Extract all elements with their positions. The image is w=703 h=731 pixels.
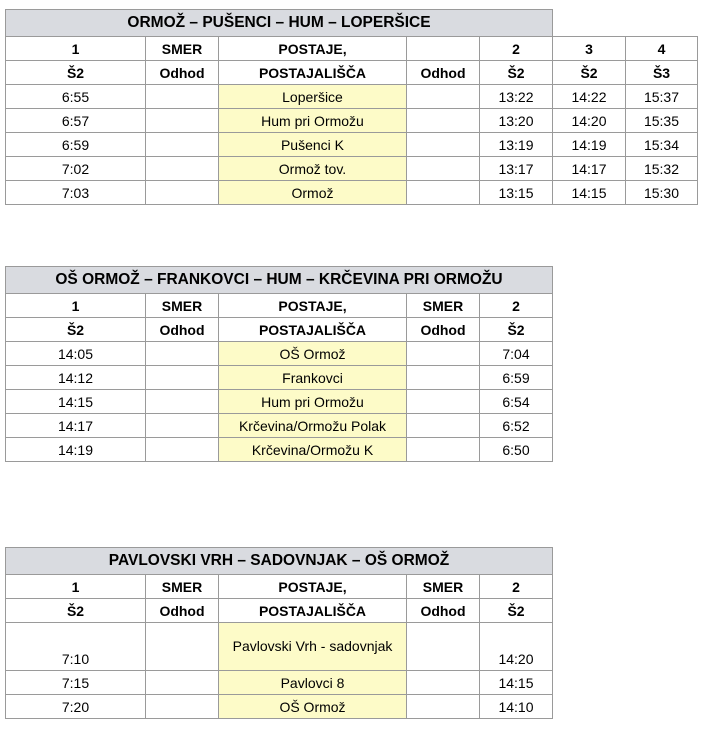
table-row	[6, 390, 553, 414]
time-cell: 13:22	[480, 85, 553, 109]
table-title: OŠ ORMOŽ – FRANKOVCI – HUM – KRČEVINA PRI ORMOŽU	[6, 267, 553, 294]
station-cell: Hum pri Ormožu	[219, 109, 407, 133]
time-cell: 14:15	[480, 671, 553, 695]
empty-cell	[146, 671, 219, 695]
time-cell: 14:17	[553, 157, 626, 181]
header-cell: Odhod	[407, 61, 480, 85]
schedule-table-os-ormoz-krcevina	[5, 266, 553, 462]
station-cell: Loperšice	[219, 85, 407, 109]
time-cell: 15:37	[626, 85, 698, 109]
header-cell: Š2	[6, 599, 146, 623]
table-row	[6, 85, 698, 109]
station-cell: Pavlovski Vrh - sadovnjak	[219, 623, 407, 671]
empty-cell	[407, 109, 480, 133]
empty-cell	[146, 133, 219, 157]
header-cell: Š2	[480, 599, 553, 623]
time-cell: 15:32	[626, 157, 698, 181]
time-cell: 6:54	[480, 390, 553, 414]
header-cell: 1	[6, 37, 146, 61]
schedule-table-pavlovski-vrh-os-ormoz	[5, 547, 553, 719]
empty-cell	[407, 366, 480, 390]
header-cell: 3	[553, 37, 626, 61]
header-cell: POSTAJALIŠČA	[219, 318, 407, 342]
station-cell: OŠ Ormož	[219, 695, 407, 719]
table-row	[6, 157, 698, 181]
header-cell: POSTAJALIŠČA	[219, 61, 407, 85]
table-title: ORMOŽ – PUŠENCI – HUM – LOPERŠICE	[6, 10, 553, 37]
table-row	[6, 109, 698, 133]
header-cell: Š2	[553, 61, 626, 85]
time-cell: 6:59	[6, 133, 146, 157]
empty-cell	[146, 366, 219, 390]
time-cell: 7:02	[6, 157, 146, 181]
header-row-1	[6, 294, 553, 318]
header-cell: POSTAJE,	[219, 37, 407, 61]
empty-cell	[146, 342, 219, 366]
table-row	[6, 414, 553, 438]
empty-cell	[146, 157, 219, 181]
header-cell: 2	[480, 575, 553, 599]
time-cell: 6:55	[6, 85, 146, 109]
empty-cell	[407, 390, 480, 414]
time-cell: 7:04	[480, 342, 553, 366]
header-cell: POSTAJE,	[219, 575, 407, 599]
empty-cell	[407, 623, 480, 671]
empty-cell	[146, 390, 219, 414]
table-row	[6, 366, 553, 390]
header-cell	[407, 37, 480, 61]
time-cell: 13:20	[480, 109, 553, 133]
time-cell: 14:19	[6, 438, 146, 462]
empty-cell	[146, 109, 219, 133]
table-row	[6, 133, 698, 157]
empty-cell	[407, 414, 480, 438]
table-row	[6, 623, 553, 671]
header-row-2	[6, 599, 553, 623]
header-cell: SMER	[146, 37, 219, 61]
empty-cell	[407, 133, 480, 157]
station-cell: Pušenci K	[219, 133, 407, 157]
time-cell: 15:30	[626, 181, 698, 205]
empty-cell	[146, 85, 219, 109]
header-row-2	[6, 61, 698, 85]
station-cell: Hum pri Ormožu	[219, 390, 407, 414]
time-cell: 7:20	[6, 695, 146, 719]
time-cell: 15:34	[626, 133, 698, 157]
header-row-2	[6, 318, 553, 342]
empty-cell	[407, 157, 480, 181]
header-cell: Odhod	[146, 318, 219, 342]
empty-cell	[146, 623, 219, 671]
time-cell: 6:52	[480, 414, 553, 438]
time-cell: 6:59	[480, 366, 553, 390]
header-cell: 2	[480, 37, 553, 61]
time-cell: 14:19	[553, 133, 626, 157]
header-cell: POSTAJE,	[219, 294, 407, 318]
header-cell: POSTAJALIŠČA	[219, 599, 407, 623]
header-cell: Odhod	[146, 61, 219, 85]
empty-cell	[407, 671, 480, 695]
empty-cell	[407, 181, 480, 205]
header-cell: 2	[480, 294, 553, 318]
empty-cell	[146, 414, 219, 438]
header-cell: Š2	[480, 61, 553, 85]
header-cell: Š2	[480, 318, 553, 342]
header-cell: SMER	[146, 575, 219, 599]
table-row	[6, 342, 553, 366]
header-cell: SMER	[407, 294, 480, 318]
table-row	[6, 695, 553, 719]
table-row	[6, 671, 553, 695]
header-row-1	[6, 575, 553, 599]
empty-cell	[407, 342, 480, 366]
time-cell: 14:10	[480, 695, 553, 719]
table-row	[6, 181, 698, 205]
empty-cell	[407, 438, 480, 462]
header-cell: SMER	[407, 575, 480, 599]
station-cell: Krčevina/Ormožu K	[219, 438, 407, 462]
time-cell: 14:20	[553, 109, 626, 133]
station-cell: Ormož tov.	[219, 157, 407, 181]
header-cell: Š2	[6, 318, 146, 342]
table-row	[6, 438, 553, 462]
empty-cell	[146, 438, 219, 462]
time-cell: 14:20	[480, 623, 553, 671]
table-title: PAVLOVSKI VRH – SADOVNJAK – OŠ ORMOŽ	[6, 548, 553, 575]
header-cell: Š3	[626, 61, 698, 85]
header-cell: Odhod	[407, 599, 480, 623]
time-cell: 14:12	[6, 366, 146, 390]
empty-cell	[146, 695, 219, 719]
time-cell: 7:03	[6, 181, 146, 205]
title-blank	[553, 10, 698, 37]
header-cell: Odhod	[146, 599, 219, 623]
empty-cell	[146, 181, 219, 205]
time-cell: 13:15	[480, 181, 553, 205]
station-cell: Pavlovci 8	[219, 671, 407, 695]
header-cell: 1	[6, 575, 146, 599]
header-row-1	[6, 37, 698, 61]
time-cell: 6:50	[480, 438, 553, 462]
header-cell: 4	[626, 37, 698, 61]
time-cell: 7:15	[6, 671, 146, 695]
empty-cell	[407, 85, 480, 109]
time-cell: 13:17	[480, 157, 553, 181]
time-cell: 7:10	[6, 623, 146, 671]
time-cell: 15:35	[626, 109, 698, 133]
time-cell: 14:15	[6, 390, 146, 414]
time-cell: 14:05	[6, 342, 146, 366]
header-cell: SMER	[146, 294, 219, 318]
station-cell: Krčevina/Ormožu Polak	[219, 414, 407, 438]
header-cell: Odhod	[407, 318, 480, 342]
time-cell: 14:22	[553, 85, 626, 109]
station-cell: OŠ Ormož	[219, 342, 407, 366]
header-cell: Š2	[6, 61, 146, 85]
time-cell: 14:15	[553, 181, 626, 205]
station-cell: Frankovci	[219, 366, 407, 390]
station-cell: Ormož	[219, 181, 407, 205]
time-cell: 6:57	[6, 109, 146, 133]
schedule-table-ormoz-loperšice	[5, 9, 698, 205]
header-cell: 1	[6, 294, 146, 318]
time-cell: 14:17	[6, 414, 146, 438]
empty-cell	[407, 695, 480, 719]
time-cell: 13:19	[480, 133, 553, 157]
